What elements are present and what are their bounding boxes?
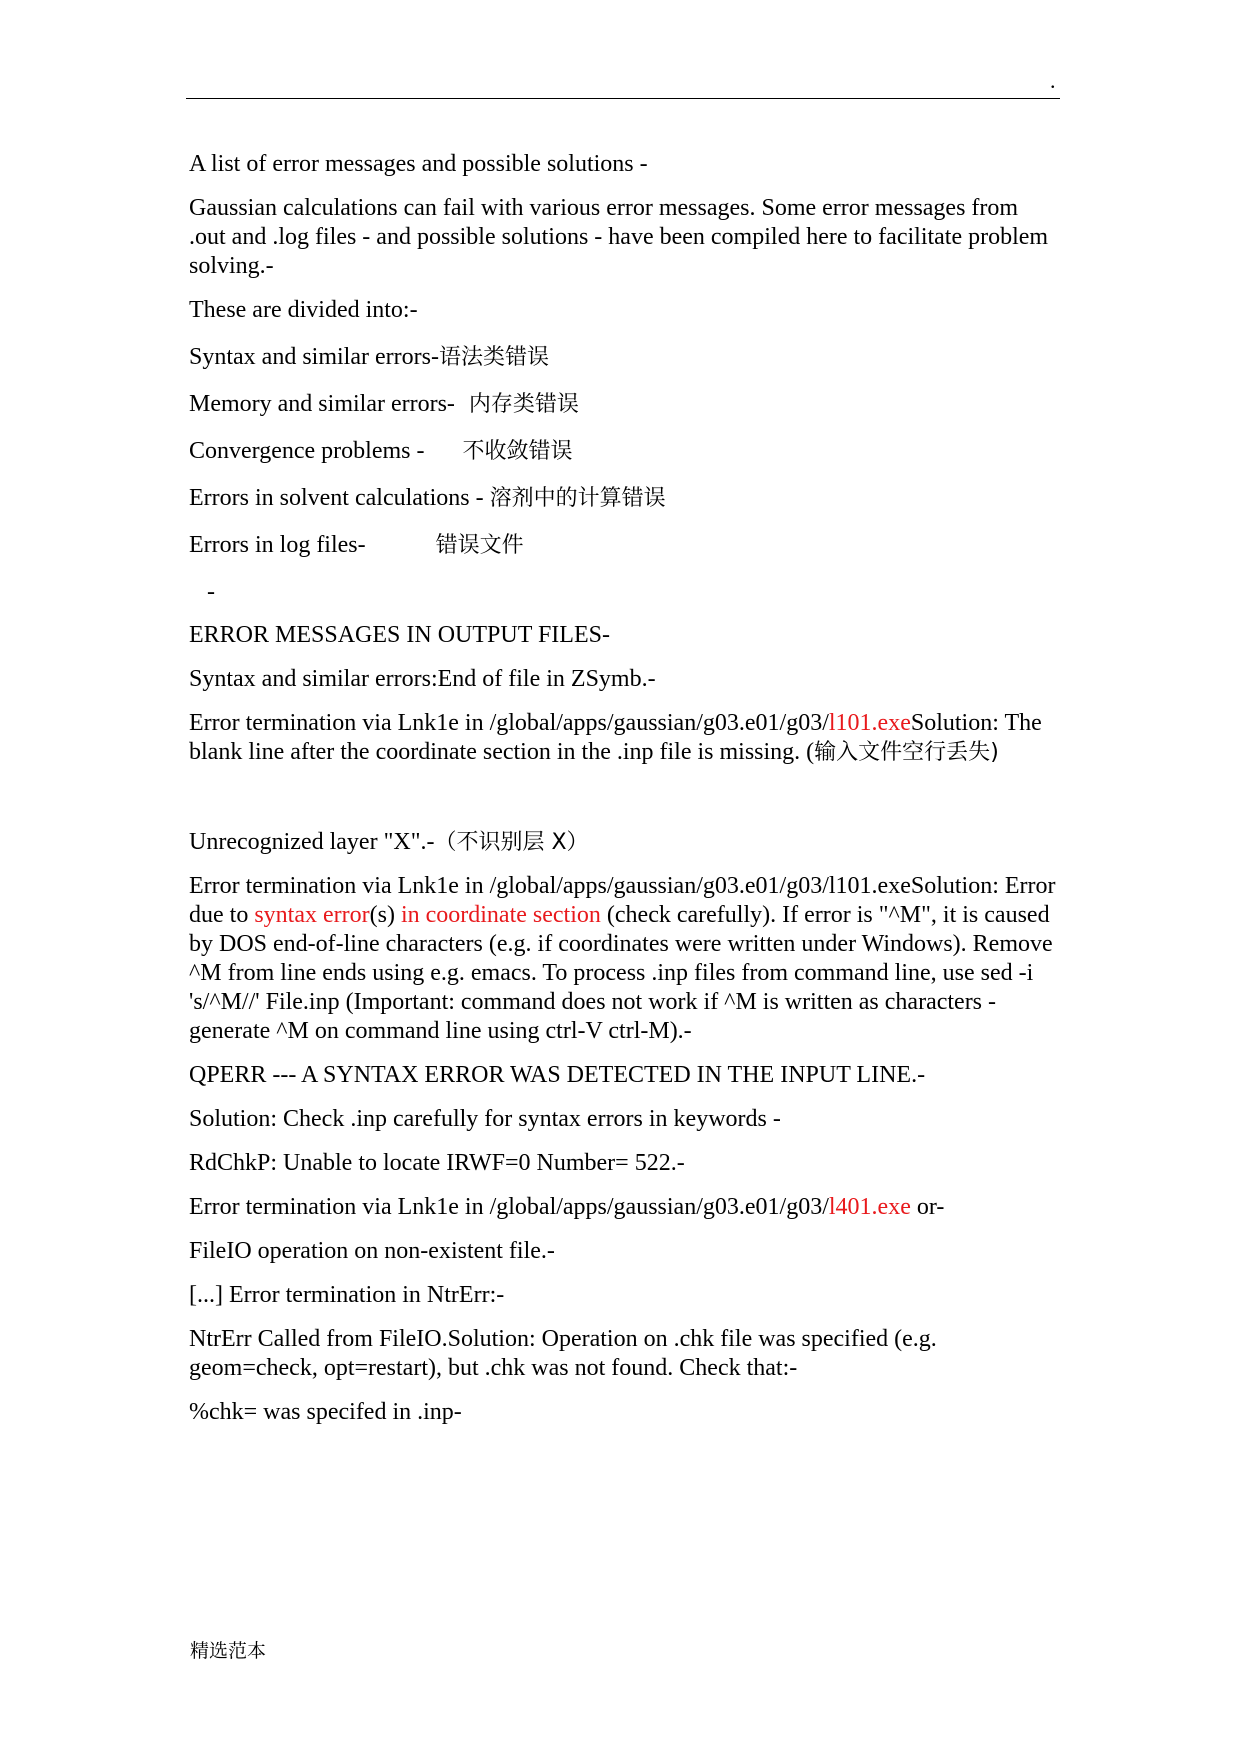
category-zh: 不收敛错误: [462, 439, 573, 464]
category-syntax: [189, 343, 1059, 372]
category-solvent: [189, 484, 1059, 513]
error-lnk1e-l401: [189, 1193, 1059, 1222]
syntax-error-highlight: syntax error: [254, 902, 370, 928]
error-lnk1e-l101: [189, 709, 1059, 767]
dash-line: -: [207, 579, 215, 605]
chk-line: %chk= was specifed in .inp-: [189, 1399, 462, 1425]
qperr-solution: Solution: Check .inp carefully for syntax errors in keywords -: [189, 1106, 781, 1132]
qperr-line: QPERR --- A SYNTAX ERROR WAS DETECTED IN THE INPUT LINE.-: [189, 1062, 926, 1088]
intro-paragraph: Gaussian calculations can fail with various error messages. Some error messages from .out and .log files - and possible solutions - have been compiled here to facilitate problem solving.-: [189, 195, 1049, 279]
error-text: Error termination via Lnk1e in /global/apps/gaussian/g03.e01/g03/: [189, 1194, 829, 1220]
error-text: (s): [369, 902, 401, 928]
category-zh: 内存类错误: [468, 392, 579, 417]
category-label: Memory and similar errors-: [189, 391, 455, 417]
footer-text: 精选范本: [190, 1640, 267, 1662]
category-logfiles: [189, 531, 1059, 560]
unrecognized-layer: [189, 828, 1059, 857]
header-rule: [186, 98, 1060, 99]
category-convergence: [189, 437, 1059, 466]
ntrerr-called: NtrErr Called from FileIO.Solution: Operation on .chk file was specified (e.g. geom=check, opt=restart), but .chk was not found. Check that:-: [189, 1326, 937, 1381]
l401-link: l401.exe: [828, 1194, 911, 1220]
category-zh: 语法类错误: [438, 345, 549, 370]
zsymb-error: Syntax and similar errors:End of file in ZSymb.-: [189, 666, 656, 692]
coordinate-section-highlight: in coordinate section: [400, 902, 601, 928]
ntrerr-termination: [...] Error termination in NtrErr:-: [189, 1282, 505, 1308]
error-text: Error termination via Lnk1e in /global/apps/gaussian/g03.e01/g03/: [189, 710, 829, 736]
solution-zh: 输入文件空行丢失: [814, 740, 991, 765]
unrecognized-zh: （不识别层 X）: [434, 830, 589, 855]
section-heading: ERROR MESSAGES IN OUTPUT FILES-: [189, 622, 610, 648]
error-text: Error termination via Lnk1e in /global/apps/gaussian/g03.e01/g03/l101.exeSolution: Error due to: [189, 873, 1056, 928]
category-label: Errors in log files-: [189, 532, 366, 558]
category-label: Convergence problems -: [189, 438, 425, 464]
rdchkp-line: RdChkP: Unable to locate IRWF=0 Number= 522.-: [189, 1150, 685, 1176]
error-coordinate-syntax: [189, 872, 1059, 1046]
error-text: or-: [910, 1194, 945, 1220]
fileio-line: FileIO operation on non-existent file.-: [189, 1238, 555, 1264]
unrecognized-en: Unrecognized layer "X".-: [189, 829, 435, 855]
solution-text: Solution: The blank line after the coordinate section in the .inp file is missing. (: [189, 710, 1042, 765]
category-zh: 溶剂中的计算错误: [489, 486, 666, 511]
divided-line: These are divided into:-: [189, 297, 418, 323]
category-label: Syntax and similar errors-: [189, 344, 439, 370]
category-memory: [189, 390, 1059, 419]
l101-link: l101.exe: [828, 710, 911, 736]
document-body: [189, 150, 1059, 1427]
doc-title: A list of error messages and possible solutions -: [189, 151, 648, 177]
solution-close: ): [990, 740, 999, 765]
category-label: Errors in solvent calculations -: [189, 485, 484, 511]
header-dot: .: [1050, 68, 1056, 93]
error-text: (check carefully). If error is "^M", it is caused by DOS end-of-line characters (e.g. if coordinates were written under Windows). Remove ^M from line ends using e.g. emacs. To process .inp files from command line, use sed -i 's/^M//' File.inp (Important: command does not work if ^M is written as characters - generate ^M on command line using ctrl-V ctrl-M).-: [189, 902, 1053, 1044]
category-zh: 错误文件: [435, 533, 524, 558]
